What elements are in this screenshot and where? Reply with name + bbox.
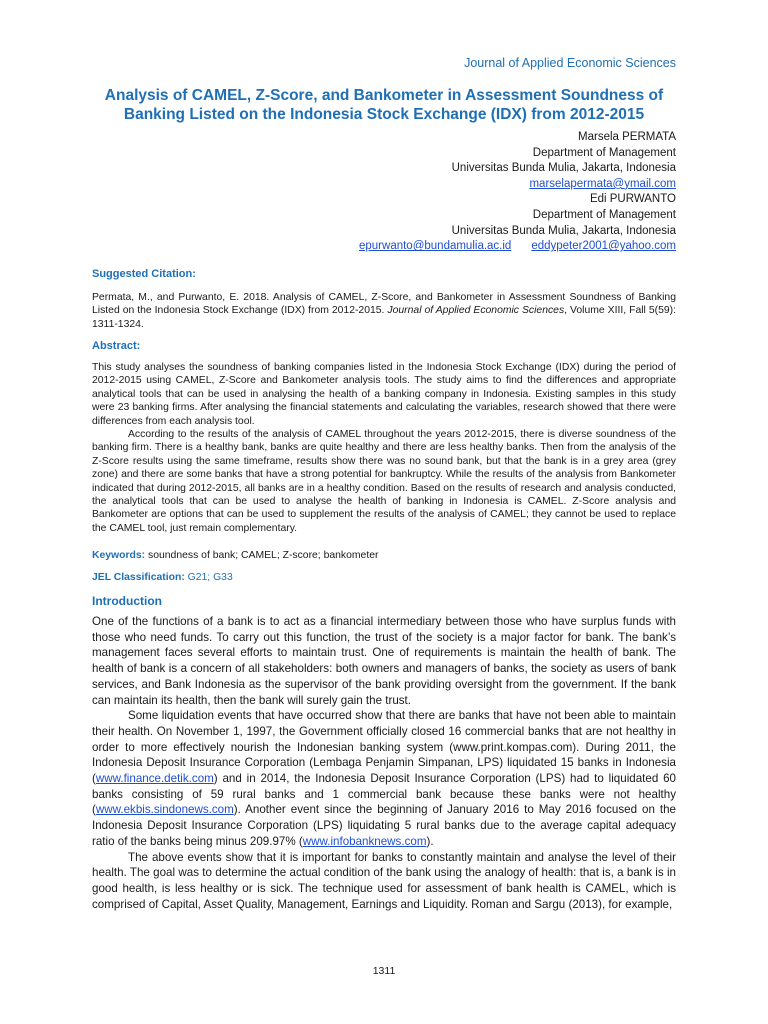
keywords-label: Keywords: [92,550,146,561]
abstract-paragraph-1: This study analyses the soundness of banking companies listed in the Indonesia Stock Exchange (IDX) during the period of 2012-2015 using CAMEL, Z-Score and Bankometer analysis tools. The study aims to find the differences and appropriate analytical tools that can be used in analysing the health of a banking company in Indonesia. Existing samples in this study were 23 banking firms. After analysing the financial statements and calculating the variables, research showed that there were differences from each analysis tool. [92,362,676,427]
author2-email2-link[interactable]: eddypeter2001@yahoo.com [531,240,676,253]
author2-dept: Department of Management [532,208,676,221]
author2-name: Edi PURWANTO [589,193,676,206]
finance-detik-link[interactable]: www.finance.detik.com [95,772,214,786]
intro-paragraph-3: The above events show that it is important for banks to constantly maintain and analyse the level of their health. The goal was to determine the actual condition of the bank using the analogy of health: that is, a bank is in good health, is less healthy or is sick. The technique used for assessment of bank health is CAMEL, which is comprised of Capital, Asset Quality, Management, Earnings and Liquidity. Roman and Sargu (2013), for example, [92,850,676,911]
title-line-2: Banking Listed on the Indonesia Stock Exchange (IDX) from 2012-2015 [123,106,645,123]
journal-header: Journal of Applied Economic Sciences [464,56,676,70]
citation-heading: Suggested Citation: [92,268,196,280]
author2-email1-link[interactable]: epurwanto@bundamulia.ac.id [359,240,512,253]
abstract-paragraph-2: According to the results of the analysis of CAMEL throughout the years 2012-2015, there is diverse soundness of the banking firm. There is a healthy bank, banks are quite healthy and there are less healthy banks. Then from the analysis of the Z-Score results using the same timeframe, results show there was no sound bank, but that the bank is in a grey area (grey zone) and there are some banks that have a strong potential for bankruptcy. While the results of the analysis from Bankometer indicated that during 2012-2015, all banks are in a healthy condition. Based on the results of research and analysis conducted, the analytical tools that can be used to analyse the health of banking in Indonesia is CAMEL. Z-Score analysis and Bankometer are options that can be used to supplement the results of the analysis of CAMEL; they cannot be used to replace the CAMEL tool, just remain complementary. [92,429,676,534]
infobanknews-link[interactable]: www.infobanknews.com [302,834,427,848]
author-block [359,130,676,255]
author1-email-link[interactable]: marselapermata@ymail.com [529,177,676,190]
abstract-heading: Abstract: [92,340,141,352]
introduction-body [92,614,676,912]
title-line-1: Analysis of CAMEL, Z-Score, and Bankometer in Assessment Soundness of [104,87,664,104]
author2-univ: Universitas Bunda Mulia, Jakarta, Indonesia [451,224,676,237]
intro-paragraph-1: One of the functions of a bank is to act as a financial intermediary between those who have surplus funds with those who need funds. To carry out this function, the trust of the society is a major factor for bank. The bank’s management faces several efforts to maintain trust. One of requirements is maintain the health of bank. The health of bank is a concern of all stakeholders: both owners and managers of banks, the society as users of bank services, and Bank Indonesia as the supervisor of the bank providing oversight from the government. If the bank can maintain its health, then the bank will surely gain the trust. [92,615,676,707]
jel-label: JEL Classification: [92,572,185,583]
paper-title [92,86,676,124]
author1-dept: Department of Management [532,146,676,159]
ekbis-sindonews-link[interactable]: www.ekbis.sindonews.com [95,803,234,817]
keywords-text: soundness of bank; CAMEL; Z-score; bankometer [148,550,379,561]
author1-name: Marsela PERMATA [578,131,676,143]
citation-text: Permata, M., and Purwanto, E. 2018. Analysis of CAMEL, Z-Score, and Bankometer in Assessment Soundness of Banking Listed on the Indonesia Stock Exchange (IDX) from 2012-2015. Journal of Applied Economic Sciences, Volume XIII, Fall 5(59): 1311-1324. [92,292,676,330]
keywords-line [92,550,378,561]
introduction-heading: Introduction [92,594,162,608]
author1-univ: Universitas Bunda Mulia, Jakarta, Indonesia [451,162,676,175]
jel-line [92,572,233,583]
abstract-body [92,361,676,535]
jel-codes: G21; G33 [187,572,233,583]
page-number: 1311 [372,965,396,977]
intro-paragraph-2: Some liquidation events that have occurred show that there are banks that have not been able to maintain their health. On November 1, 1997, the Government officially closed 16 commercial banks that are not healthy in order to more effectively nourish the Indonesian banking system (www.print.kompas.com). During 2011, the Indonesia Deposit Insurance Corporation (Lembaga Penjamin Simpanan, LPS) liquidated 15 banks in Indonesia (www.finance.detik.com) and in 2014, the Indonesia Deposit Insurance Corporation (LPS) had to liquidated 60 banks consisting of 59 rural banks and 1 commercial bank because these banks were not healthy (www.ekbis.sindonews.com). Another event since the beginning of January 2016 to May 2016 focused on the Indonesia Deposit Insurance Corporation (LPS) liquidating 5 rural banks due to the average capital adequacy ratio of the banks being minus 209.97% (www.infobanknews.com). [92,709,676,848]
